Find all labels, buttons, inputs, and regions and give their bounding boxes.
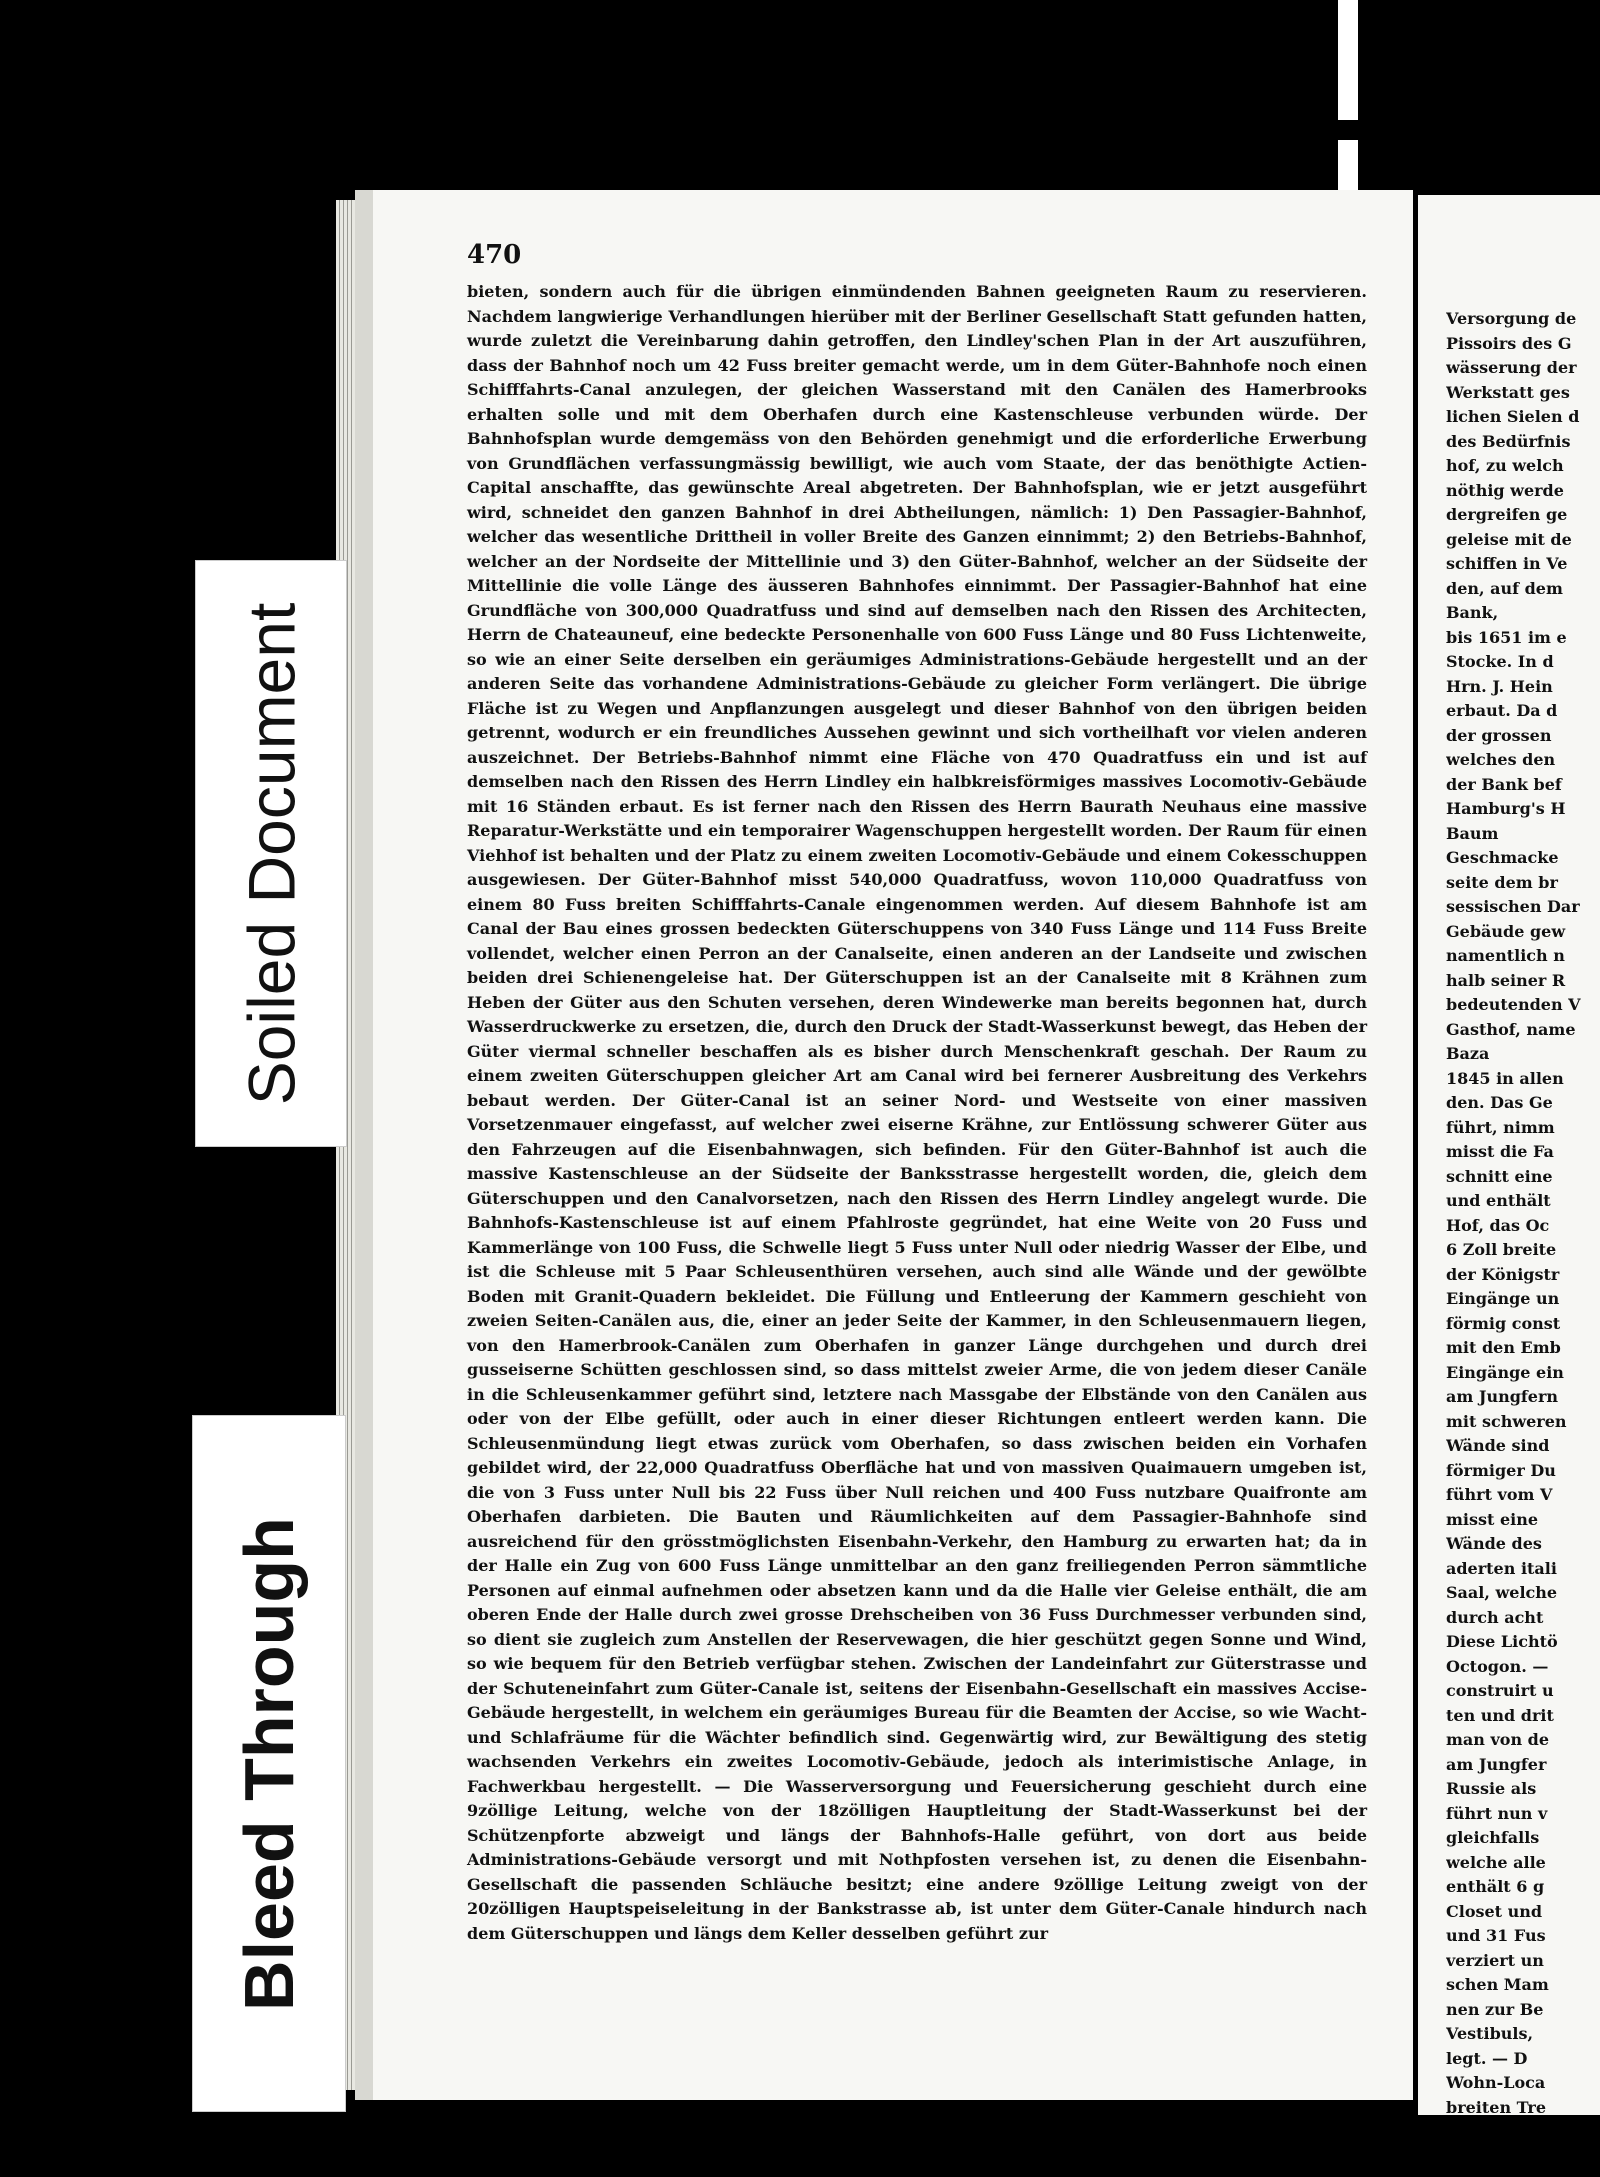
right-text-line: Hamburg's H xyxy=(1446,799,1566,818)
right-text-line: enthält 6 g xyxy=(1446,1877,1545,1896)
right-text-line: durch acht xyxy=(1446,1607,1544,1627)
right-text-line: geleise mit de xyxy=(1446,529,1572,549)
right-text-line: 1845 in allen xyxy=(1446,1068,1564,1088)
right-text-line: Eingänge un xyxy=(1446,1289,1560,1308)
right-text-line: ten und drit xyxy=(1446,1705,1554,1725)
right-text-line: man von de xyxy=(1446,1730,1550,1749)
right-text-line: erbaut. Da d xyxy=(1446,701,1558,720)
right-text-line: misst die Fa xyxy=(1446,1142,1554,1161)
right-text-line: führt vom V xyxy=(1446,1485,1553,1504)
right-text-line: den, auf dem xyxy=(1446,578,1563,598)
right-text-line: förmiger Du xyxy=(1446,1460,1556,1480)
right-text-line: der Königstr xyxy=(1446,1264,1560,1284)
right-text-line: lichen Sielen d xyxy=(1446,407,1580,426)
right-text-line: Diese Lichtö xyxy=(1446,1632,1558,1651)
right-text-line: hof, zu welch xyxy=(1446,456,1564,475)
spine-highlight xyxy=(1338,0,1358,120)
right-text-line: welches den xyxy=(1446,750,1556,769)
right-text-line: dergreifen ge xyxy=(1446,505,1568,524)
right-text-line: bis 1651 im e xyxy=(1446,627,1567,647)
right-text-line: Wände sind xyxy=(1446,1436,1550,1455)
right-text-line: construirt u xyxy=(1446,1681,1554,1700)
bleed-through-label xyxy=(192,1415,346,2112)
right-text-line: aderten itali xyxy=(1446,1558,1557,1578)
right-text-line: gleichfalls xyxy=(1446,1828,1540,1847)
right-text-line: förmig const xyxy=(1446,1313,1561,1333)
right-text-line: misst eine xyxy=(1446,1509,1539,1529)
right-text-line: und enthält xyxy=(1446,1191,1551,1210)
right-text-line: Vestibuls, xyxy=(1446,2024,1534,2043)
right-text-line: Gasthof, name xyxy=(1446,1019,1576,1039)
right-text-line: halb seiner R xyxy=(1446,970,1566,990)
right-text-line: Baza xyxy=(1446,1044,1490,1063)
right-text-line: nen zur Be xyxy=(1446,1999,1544,2019)
right-text-line: Bank, xyxy=(1446,603,1499,622)
right-text-line: mit schweren xyxy=(1446,1411,1567,1431)
right-text-line: Wohn-Loca xyxy=(1446,2073,1546,2092)
main-text-column: bieten, sondern auch für die übrigen einmündenden Bahnen geeigneten Raum zu reservieren. Nachdem langwierige Verhandlungen hierüber mit der Berliner Gesellschaft Statt gefunden hatten, wurde zuletzt die Vereinbarung dahin getroffen, den Lindley'schen Plan in der Art auszuführen, dass der Bahnhof noch um 42 Fuss breiter gemacht werde, um in dem Güter-Bahnhofe noch einen Schifffahrts-Canal anzulegen, der gleichen Wasserstand mit den Canälen des Hamerbrooks erhalten solle und mit dem Oberhafen durch eine Kastenschleuse verbunden würde. Der Bahnhofsplan wurde demgemäss von den Behörden genehmigt und die erforderliche Erwerbung von Grundflächen verfassungmässig bewilligt, wie auch vom Staate, der das benöthigte Actien-Capital anschaffte, das gewünschte Areal abgetreten. Der Bahnhofsplan, wie er jetzt ausgeführt wird, schneidet den ganzen Bahnhof in drei Abtheilungen, nämlich: 1) Den Passagier-Bahnhof, welcher das wesentliche Drittheil in voller Breite des Ganzen einnimmt; 2) den Betriebs-Bahnhof, welcher an der Nordseite der Mittellinie und 3) den Güter-Bahnhof, welcher an der Südseite der Mittellinie die volle Länge des äusseren Bahnhofes einnimmt. Der Passagier-Bahnhof hat eine Grundfläche von 300,000 Quadratfuss und sind auf demselben nach den Rissen des Architecten, Herrn de Chateauneuf, eine bedeckte Personenhalle von 600 Fuss Länge und 80 Fuss Lichtenweite, so wie an einer Seite derselben ein geräumiges Administrations-Gebäude hergestellt und an der anderen Seite das vorhandene Administrations-Gebäude zu gleicher Form verlängert. Die übrige Fläche ist zu Wegen und Anpflanzungen ausgelegt und dieser Bahnhof von den übrigen beiden getrennt, wodurch er ein freundliches Aussehen gewinnt und sich vortheilhaft vor vielen anderen auszeichnet. Der Betriebs-Bahnhof nimmt eine Fläche von 470 Quadratfuss ein und ist auf demselben nach den Rissen des Herrn Lindley ein halbkreisförmiges massives Locomotiv-Gebäude mit 16 Ständen erbaut. Es ist ferner nach den Rissen des Herrn Baurath Neuhaus eine massive Reparatur-Werkstätte und ein temporairer Wagenschuppen hergestellt worden. Der Raum für einen Viehhof ist behalten und der Platz zu einem zweiten Locomotiv-Gebäude und einem Cokesschuppen ausgewiesen. Der Güter-Bahnhof misst 540,000 Quadratfuss, wovon 110,000 Quadratfuss von einem 80 Fuss breiten Schifffahrts-Canale eingenommen werden. Auf diesem Bahnhofe ist am Canal der Bau eines grossen bedeckten Güterschuppens von 340 Fuss Länge und 114 Fuss Breite vollendet, welcher einen Perron an der Canalseite, einen anderen an der Landseite und zwischen beiden drei Schienengeleise hat. Der Güterschuppen ist an der Canalseite mit 8 Krähnen zum Heben der Güter aus den Schuten versehen, deren Windewerke man bereits begonnen hat, durch Wasserdruckwerke zu ersetzen, die, durch den Druck der Stadt-Wasserkunst bewegt, das Heben der Güter viermal schneller beschaffen als es bisher durch Menschenkraft geschah. Der Raum zu einem zweiten Güterschuppen gleicher Art am Canal wird bei fernerer Ausbreitung des Verkehrs bebaut werden. Der Güter-Canal ist an seiner Nord- und Westseite von einer massiven Vorsetzenmauer eingefasst, auf welcher zwei eiserne Krähne, zur Entlössung schwerer Güter aus den Fahrzeugen auf die Eisenbahnwagen, sich befinden. Für den Güter-Bahnhof ist auch die massive Kastenschleuse an der Südseite der Banksstrasse hergestellt worden, die, gleich dem Güterschuppen und den Canalvorsetzen, nach den Rissen des Herrn Lindley angelegt wurde. Die Bahnhofs-Kastenschleuse ist auf einem Pfahlroste gegründet, hat eine Weite von 20 Fuss und Kammerlänge von 100 Fuss, die Schwelle liegt 5 Fuss unter Null oder niedrig Wasser der Elbe, und ist die Schleuse mit 5 Paar Schleusenthüren versehen, auch sind alle Wände und der gewölbte Boden mit Granit-Quadern bekleidet. Die Füllung und Entleerung der Kammern geschieht von zweien Seiten-Canälen aus, die, einer an jeder Seite der Kammer, in den Schleusenmauern liegen, von den Hamerbrook-Canälen zum Oberhafen in ganzer Länge durchgehen und durch drei gusseiserne Schütten geschlossen sind, so dass mittelst zweier Arme, die von jedem dieser Canäle in die Schleusenkammer geführt sind, letztere nach Massgabe der Elbstände von den Canälen aus oder von der Elbe gefüllt, oder auch in einer dieser Richtungen entleert werden kann. Die Schleusenmündung liegt etwas zurück vom Oberhafen, so dass zwischen beiden ein Vorhafen gebildet wird, der 22,000 Quadratfuss Oberfläche hat und von massiven Quaimauern umgeben ist, die von 3 Fuss unter Null bis 22 Fuss über Null reichen und 400 Fuss nutzbare Quaifronte am Oberhafen darbieten. Die Bauten und Räumlichkeiten auf dem Passagier-Bahnhofe sind ausreichend für den grösstmöglichsten Eisenbahn-Verkehr, den Hamburg zu erwarten hat; da in der Halle ein Zug von 600 Fuss Länge unmittelbar an den ganz freiliegenden Perron sämmtliche Personen auf einmal aufnehmen oder absetzen kann und da die Halle vier Geleise enthält, die am oberen Ende der Halle durch zwei grosse Drehscheiben von 36 Fuss Durchmesser verbunden sind, so dient sie zugleich zum Anstellen der Reservewagen, die hier geschützt gegen Sonne und Wind, so wie bequem für den Betrieb verfügbar stehen. Zwischen der Landeinfahrt zur Güterstrasse und der Schuteneinfahrt zum Güter-Canale ist, seitens der Eisenbahn-Gesellschaft ein massives Accise-Gebäude hergestellt, in welchem ein geräumiges Bureau für die Beamten der Accise, so wie Wacht- und Schlafräume für die Wächter befindlich sind. Gegenwärtig wird, zur Bewältigung des stetig wachsenden Verkehrs ein zweites Locomotiv-Gebäude, jedoch als interimistische Anlage, in Fachwerkbau hergestellt. — Die Wasserversorgung und Feuersicherung geschieht durch eine 9zöllige Leitung, welche von der 18zölligen Hauptleitung der Stadt-Wasserkunst bei der Schützenpforte abzweigt und längs der Bahnhofs-Halle geführt, von dort aus beide Administrations-Gebäude versorgt und mit Nothpfosten versehen ist, zu denen die Eisenbahn-Gesellschaft die passenden Schläuche besitzt; eine andere 9zöllige Leitung zweigt von der 20zölligen Hauptspeiseleitung in der Bankstrasse ab, ist unter dem Güter-Canale hindurch nach dem Güterschuppen und längs dem Keller desselben geführt zur xyxy=(467,282,1367,1943)
right-text-line: seite dem br xyxy=(1446,872,1558,892)
right-text-line: Geschmacke xyxy=(1446,848,1559,867)
right-text-line: legt. — D xyxy=(1446,2048,1528,2068)
right-text-line: Closet und xyxy=(1446,1901,1543,1921)
soiled-document-text: Soiled Document xyxy=(234,602,309,1105)
right-text-line: der grossen xyxy=(1446,725,1552,745)
right-text-line: Werkstatt ges xyxy=(1446,382,1570,402)
right-text-line: sessischen Dar xyxy=(1446,897,1580,916)
right-page xyxy=(1418,195,1600,2115)
right-text-line: am Jungfern xyxy=(1446,1387,1559,1406)
right-text-column xyxy=(1446,307,1600,2115)
right-text-line: und 31 Fus xyxy=(1446,1926,1546,1945)
right-text-line: mit den Emb xyxy=(1446,1338,1561,1357)
right-text-line: 6 Zoll breite xyxy=(1446,1240,1557,1259)
right-text-line: führt nun v xyxy=(1446,1803,1548,1823)
page-number: 470 xyxy=(467,240,522,270)
right-text-line: Hrn. J. Hein xyxy=(1446,676,1553,696)
right-text-line: des Bedürfnis xyxy=(1446,431,1571,451)
right-text-line: den. Das Ge xyxy=(1446,1093,1553,1112)
right-text-line: schiffen in Ve xyxy=(1446,554,1568,573)
right-text-line: Pissoirs des G xyxy=(1446,333,1572,353)
right-text-line: Wände des xyxy=(1446,1534,1542,1553)
right-text-line: nöthig werde xyxy=(1446,480,1564,500)
right-text-line: Gebäude gew xyxy=(1446,921,1566,941)
right-text-line: bedeutenden V xyxy=(1446,995,1581,1014)
soiled-document-label xyxy=(195,560,347,1147)
right-text-line: Russie als xyxy=(1446,1779,1537,1798)
right-text-line: schen Mam xyxy=(1446,1975,1549,1994)
right-text-line: am Jungfer xyxy=(1446,1754,1547,1774)
right-text-line: Eingänge ein xyxy=(1446,1362,1564,1382)
right-text-line: Baum xyxy=(1446,823,1499,843)
bleed-through-text: Bleed Through xyxy=(230,1516,308,2011)
right-text-line: Stocke. In d xyxy=(1446,652,1554,671)
right-text-line: verziert un xyxy=(1446,1950,1544,1970)
right-text-line: führt, nimm xyxy=(1446,1117,1555,1137)
right-text-line: der Bank bef xyxy=(1446,774,1562,794)
right-text-line: Versorgung de xyxy=(1446,309,1577,328)
right-text-line: Hof, das Oc xyxy=(1446,1215,1550,1235)
right-text-line: Saal, welche xyxy=(1446,1583,1558,1602)
left-page xyxy=(355,190,1413,2100)
right-text-line: breiten Tre xyxy=(1446,2097,1546,2115)
right-text-line: wässerung der xyxy=(1446,358,1577,377)
right-text-line: namentlich n xyxy=(1446,946,1565,965)
right-text-line: welche alle xyxy=(1446,1852,1546,1872)
right-text-line: schnitt eine xyxy=(1446,1166,1553,1186)
right-text-line: Octogon. — xyxy=(1446,1656,1549,1676)
